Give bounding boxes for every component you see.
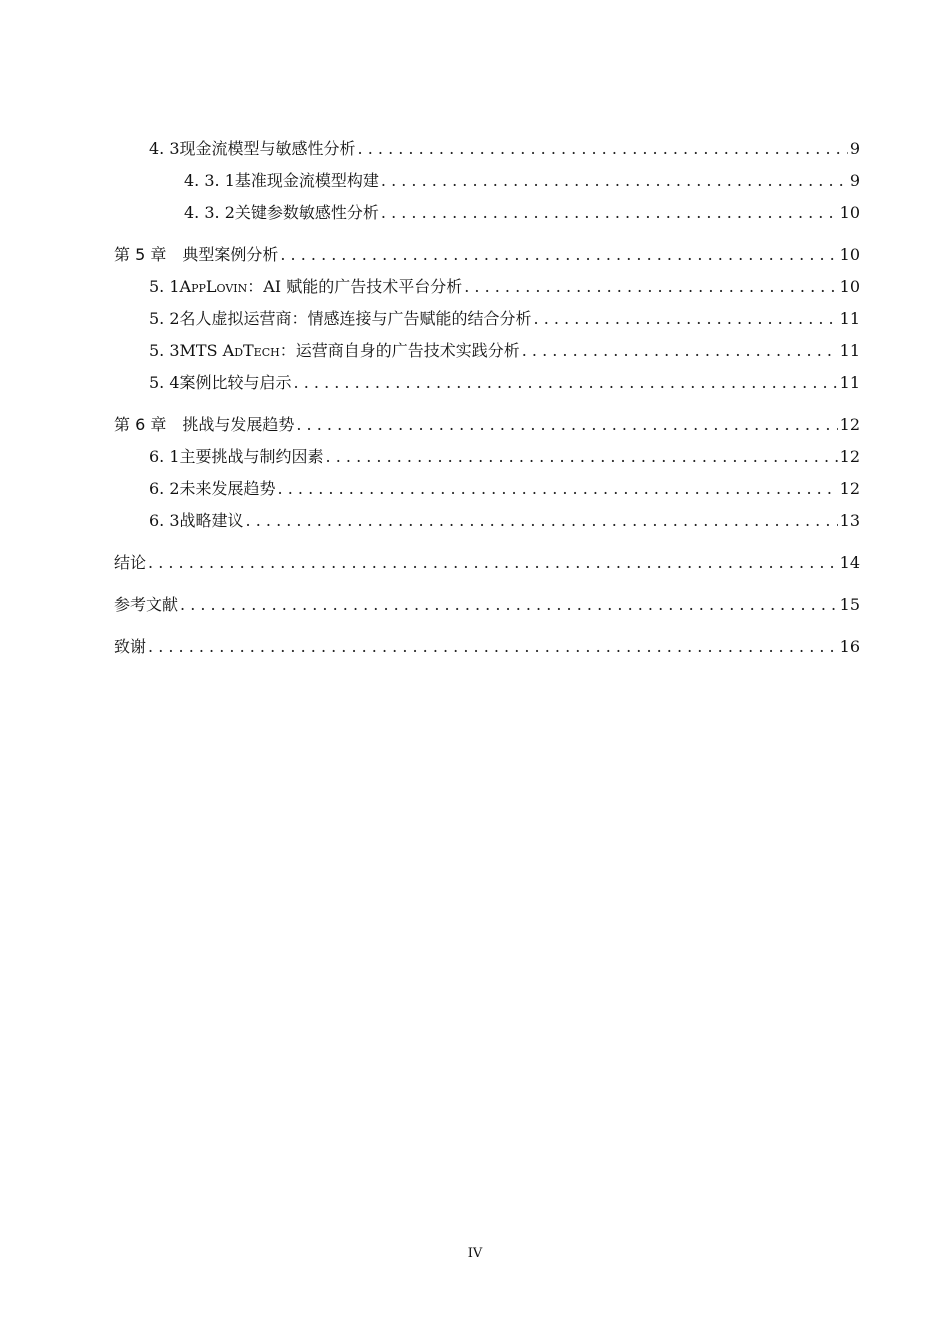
toc-title: 关键参数敏感性分析 bbox=[234, 203, 379, 222]
dot-leader bbox=[148, 631, 838, 663]
toc-title: 案例比较与启示 bbox=[179, 373, 292, 392]
toc-page: 10 bbox=[839, 203, 860, 222]
toc-entry-6-2[interactable] bbox=[114, 473, 860, 505]
toc-title: 名人虚拟运营商：情感连接与广告赋能的结合分析 bbox=[179, 309, 532, 328]
toc-entry-references[interactable] bbox=[114, 589, 860, 621]
toc-page: 10 bbox=[839, 245, 860, 264]
dot-leader bbox=[280, 239, 837, 271]
toc-page: 10 bbox=[839, 277, 860, 296]
dot-leader bbox=[534, 303, 838, 335]
toc-title: 致谢 bbox=[114, 637, 147, 656]
toc-entry-5-1[interactable] bbox=[114, 271, 860, 303]
toc-entry-conclusion[interactable] bbox=[114, 547, 860, 579]
toc-title: 主要挑战与制约因素 bbox=[179, 447, 324, 466]
toc-entry-5-4[interactable] bbox=[114, 367, 860, 399]
toc-number: 5. 1 bbox=[149, 277, 180, 296]
toc-page: 15 bbox=[839, 595, 860, 614]
toc-number: 4. 3. 1 bbox=[184, 171, 235, 190]
toc-page: 11 bbox=[839, 341, 860, 360]
dot-leader bbox=[294, 367, 838, 399]
toc-title: 基准现金流模型构建 bbox=[234, 171, 379, 190]
toc-title: AppLovin：AI 赋能的广告技术平台分析 bbox=[179, 277, 463, 296]
dot-leader bbox=[326, 441, 838, 473]
toc-number: 4. 3 bbox=[149, 139, 180, 158]
toc-title: 结论 bbox=[114, 553, 147, 572]
toc-title: 典型案例分析 bbox=[182, 245, 279, 264]
toc-title: 现金流模型与敏感性分析 bbox=[179, 139, 356, 158]
dot-leader bbox=[296, 409, 837, 441]
toc-entry-6-1[interactable] bbox=[114, 441, 860, 473]
dot-leader bbox=[464, 271, 837, 303]
toc-entry-6-3[interactable] bbox=[114, 505, 860, 537]
table-of-contents bbox=[114, 133, 860, 663]
toc-page: 9 bbox=[849, 139, 860, 158]
toc-entry-4-3-1[interactable] bbox=[114, 165, 860, 197]
toc-number: 5. 4 bbox=[149, 373, 180, 392]
toc-number: 4. 3. 2 bbox=[184, 203, 235, 222]
toc-page: 14 bbox=[839, 553, 860, 572]
dot-leader bbox=[358, 133, 848, 165]
toc-entry-acknowledgements[interactable] bbox=[114, 631, 860, 663]
toc-number: 5. 3 bbox=[149, 341, 180, 360]
toc-number: 第 5 章 bbox=[114, 245, 167, 264]
toc-page: 12 bbox=[839, 447, 860, 466]
toc-number: 6. 2 bbox=[149, 479, 180, 498]
toc-title: 参考文献 bbox=[114, 595, 179, 614]
toc-number: 6. 3 bbox=[149, 511, 180, 530]
page-number-footer: IV bbox=[467, 1246, 483, 1261]
toc-page: 11 bbox=[839, 373, 860, 392]
toc-number: 第 6 章 bbox=[114, 415, 167, 434]
toc-entry-4-3-2[interactable] bbox=[114, 197, 860, 229]
dot-leader bbox=[148, 547, 838, 579]
toc-title: MTS AdTech：运营商自身的广告技术实践分析 bbox=[179, 341, 520, 360]
toc-page: 11 bbox=[839, 309, 860, 328]
toc-entry-4-3[interactable] bbox=[114, 133, 860, 165]
toc-number: 6. 1 bbox=[149, 447, 180, 466]
toc-page: 9 bbox=[849, 171, 860, 190]
toc-entry-5-2[interactable] bbox=[114, 303, 860, 335]
toc-page: 16 bbox=[839, 637, 860, 656]
toc-title: 挑战与发展趋势 bbox=[182, 415, 295, 434]
toc-title: 未来发展趋势 bbox=[179, 479, 276, 498]
toc-entry-5-3[interactable] bbox=[114, 335, 860, 367]
dot-leader bbox=[522, 335, 838, 367]
toc-title: 战略建议 bbox=[179, 511, 244, 530]
dot-leader bbox=[381, 165, 848, 197]
toc-number: 5. 2 bbox=[149, 309, 180, 328]
toc-entry-chapter-6[interactable] bbox=[114, 409, 860, 441]
dot-leader bbox=[246, 505, 838, 537]
dot-leader bbox=[381, 197, 838, 229]
toc-page: 12 bbox=[839, 415, 860, 434]
toc-page: 13 bbox=[839, 511, 860, 530]
toc-entry-chapter-5[interactable] bbox=[114, 239, 860, 271]
dot-leader bbox=[278, 473, 838, 505]
toc-page: 12 bbox=[839, 479, 860, 498]
dot-leader bbox=[180, 589, 838, 621]
